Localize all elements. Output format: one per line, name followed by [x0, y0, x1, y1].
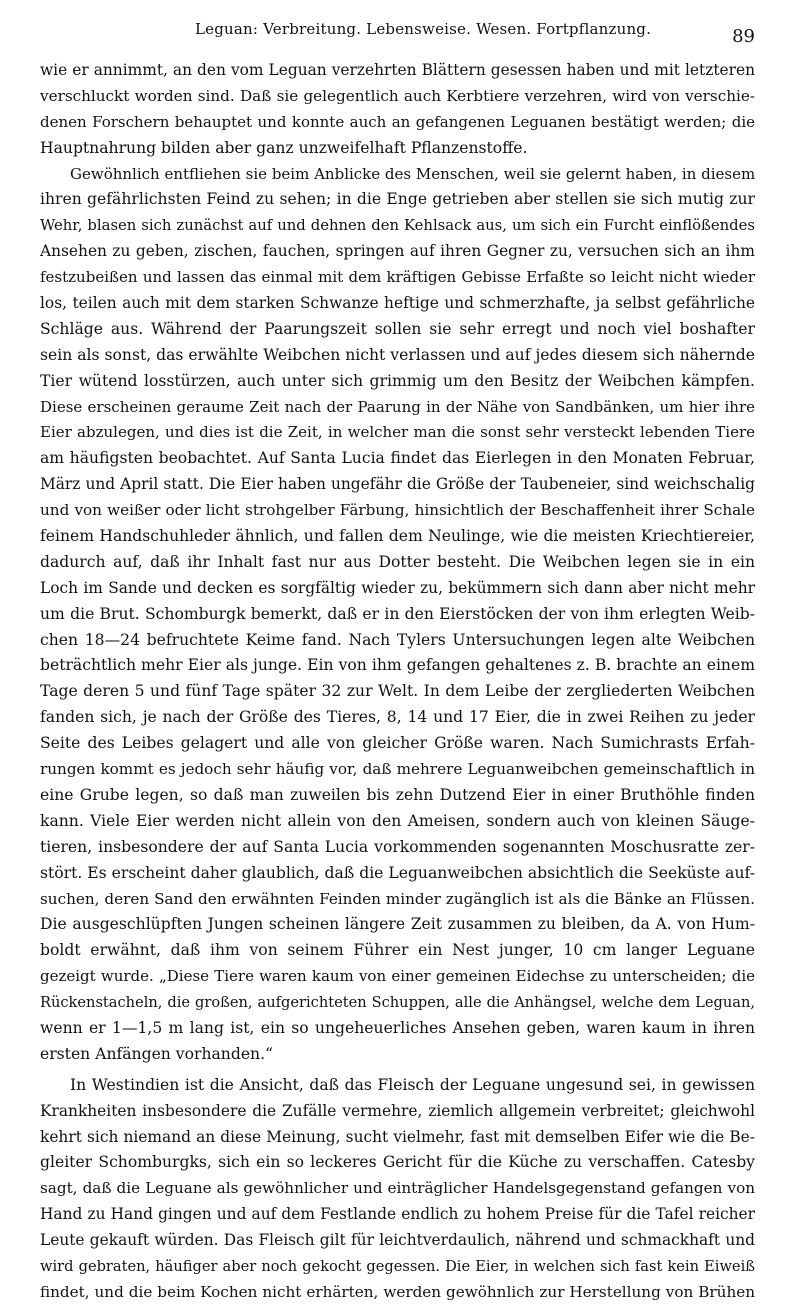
text-line: Hand zu Hand gingen und auf dem Festlande endlich zu hohem Preise für die Tafel reicher: [40, 1205, 755, 1224]
text-line: tieren, insbesondere der auf Santa Lucia vorkommenden sogenannten Moschusratte zer-: [40, 837, 755, 856]
text-line: los, teilen auch mit dem starken Schwanze heftige und schmerzhafte, ja selbst gefährliche: [40, 294, 755, 313]
body-text: [40, 58, 755, 1306]
text-line: Loch im Sande und decken es sorgfältig wieder zu, bekümmern sich dann aber nicht mehr: [40, 578, 755, 597]
text-line: Ansehen zu geben, zischen, fauchen, springen auf ihren Gegner zu, versuchen sich an ihm: [40, 242, 755, 261]
text-line: beträchtlich mehr Eier als junge. Ein von ihm gefangen gehaltenes z. B. brachte an einem: [40, 656, 755, 675]
text-line: um die Brut. Schomburgk bemerkt, daß er in den Eierstöcken der von ihm erlegten Weib-: [40, 604, 755, 623]
text-line: rungen kommt es jedoch sehr häufig vor, daß mehrere Leguanweibchen gemeinschaftlich in: [40, 760, 755, 779]
page-number: 89: [732, 26, 755, 47]
text-line: suchen, deren Sand den erwähnten Feinden minder zugänglich ist als die Bänke an Flüssen.: [40, 889, 755, 908]
text-line: boldt erwähnt, daß ihm von seinem Führer ein Nest junger, 10 cm langer Leguane: [40, 941, 755, 960]
text-line: Eier abzulegen, und dies ist die Zeit, in welcher man die sonst sehr versteckt lebenden Tiere: [40, 423, 755, 442]
text-line: stört. Es erscheint daher glaublich, daß die Leguanweibchen absichtlich die Seeküste auf-: [40, 863, 755, 882]
text-line: wie er annimmt, an den vom Leguan verzehrten Blättern gesessen haben und mit letzteren: [40, 61, 755, 79]
text-line: wird gebraten, häufiger aber noch gekocht gegessen. Die Eier, in welchen sich fast kein Eiweiß: [40, 1257, 755, 1275]
text-line: gleiter Schomburgks, sich ein so leckeres Gericht für die Küche zu verschaffen. Catesby: [40, 1153, 755, 1172]
text-line: dadurch auf, daß ihr Inhalt fast nur aus Dotter besteht. Die Weibchen legen sie in ein: [40, 552, 755, 571]
page-header: [40, 18, 755, 50]
text-line: Diese erscheinen geraume Zeit nach der Paarung in der Nähe von Sandbänken, um hier ihre: [40, 397, 755, 416]
text-line: Tage deren 5 und fünf Tage später 32 zur Welt. In dem Leibe der zergliederten Weibchen: [40, 682, 755, 701]
text-line: Krankheiten insbesondere die Zufälle vermehre, ziemlich allgemein verbreitet; gleichwohl: [40, 1101, 755, 1120]
text-line: feinem Handschuhleder ähnlich, und fallen dem Neulinge, wie die meisten Kriechtiereier,: [40, 527, 755, 546]
text-line: denen Forschern behauptet und konnte auch an gefangenen Leguanen bestätigt werden; die: [40, 112, 755, 131]
text-line: gezeigt wurde. „Diese Tiere waren kaum von einer gemeinen Eidechse zu unterscheiden; die: [40, 967, 755, 986]
text-line: ersten Anfängen vorhanden.“: [40, 1044, 274, 1063]
running-head: Leguan: Verbreitung. Lebensweise. Wesen. Fortpflanzung.: [195, 20, 652, 38]
text-line: Die ausgeschlüpften Jungen scheinen längere Zeit zusammen zu bleiben, da A. von Hum-: [40, 915, 755, 934]
text-line: verschluckt worden sind. Daß sie gelegentlich auch Kerbtiere verzehren, wird von verschie-: [40, 86, 755, 105]
text-line: Rückenstacheln, die großen, aufgerichteten Schuppen, alle die Anhängsel, welche dem Leguan,: [40, 994, 755, 1012]
text-line: findet, und die beim Kochen nicht erhärten, werden gewöhnlich zur Herstellung von Brühen: [40, 1282, 755, 1301]
paragraph-2: [40, 162, 755, 1068]
text-line: und von weißer oder licht strohgelber Färbung, hinsichtlich der Beschaffenheit ihrer Schale: [40, 501, 755, 520]
text-line: Tier wütend losstürzen, auch unter sich grimmig um den Besitz der Weibchen kämpfen.: [40, 371, 755, 390]
text-line: sagt, daß die Leguane als gewöhnlicher und einträglicher Handelsgegenstand gefangen von: [40, 1179, 755, 1198]
text-line: In Westindien ist die Ansicht, daß das Fleisch der Leguane ungesund sei, in gewissen: [70, 1075, 755, 1094]
text-line: März und April statt. Die Eier haben ungefähr die Größe der Taubeneier, sind weichschalig: [40, 475, 755, 494]
text-line: ihren gefährlichsten Feind zu sehen; in die Enge getrieben aber stellen sie sich mutig zur: [40, 190, 755, 209]
text-line: eine Grube legen, so daß man zuweilen bis zehn Dutzend Eier in einer Bruthöhle finden: [40, 785, 755, 804]
text-line: am häufigsten beobachtet. Auf Santa Lucia findet das Eierlegen in den Monaten Februar,: [40, 449, 755, 468]
paragraph-3: [40, 1073, 755, 1306]
text-line: sein als sonst, das erwählte Weibchen nicht verlassen und auf jedes diesem sich nähernde: [40, 345, 755, 364]
text-line: festzubeißen und lassen das einmal mit dem kräftigen Gebisse Erfaßte so leicht nicht wieder: [40, 268, 755, 287]
text-line: wenn er 1—1,5 m lang ist, ein so ungeheuerliches Ansehen geben, waren kaum in ihren: [40, 1018, 755, 1037]
text-line: Schläge aus. Während der Paarungszeit sollen sie sehr erregt und noch viel boshafter: [40, 319, 755, 338]
text-line: Hauptnahrung bilden aber ganz unzweifelhaft Pflanzenstoffe.: [40, 138, 528, 157]
text-line: Leute gekauft würden. Das Fleisch gilt für leichtverdaulich, nährend und schmackhaft und: [40, 1231, 755, 1250]
paragraph-1: [40, 58, 755, 162]
text-line: Gewöhnlich entfliehen sie beim Anblicke des Menschen, weil sie gelernt haben, in diesem: [70, 164, 755, 183]
text-line: chen 18—24 befruchtete Keime fand. Nach Tylers Untersuchungen legen alte Weibchen: [40, 630, 755, 649]
text-line: kann. Viele Eier werden nicht allein von den Ameisen, sondern auch von kleinen Säuge-: [40, 811, 755, 830]
text-line: fanden sich, je nach der Größe des Tieres, 8, 14 und 17 Eier, die in zwei Reihen zu jeder: [40, 708, 755, 727]
text-line: Seite des Leibes gelagert und alle von gleicher Größe waren. Nach Sumichrasts Erfah-: [40, 734, 755, 753]
text-line: Wehr, blasen sich zunächst auf und dehnen den Kehlsack aus, um sich ein Furcht einflößendes: [40, 217, 755, 235]
text-line: kehrt sich niemand an diese Meinung, sucht vielmehr, fast mit demselben Eifer wie die Be-: [40, 1127, 755, 1146]
